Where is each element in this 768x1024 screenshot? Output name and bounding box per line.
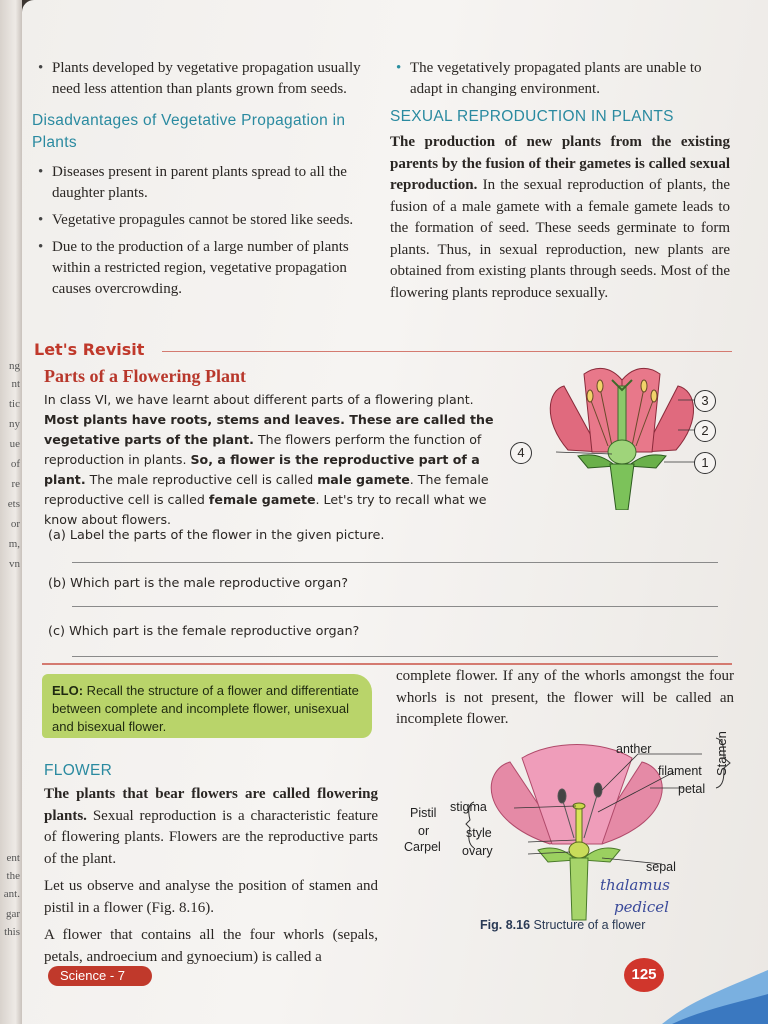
bold-text: male gamete [317,472,410,487]
margin-fragment: of [10,458,20,470]
margin-fragment: tic [9,398,20,410]
margin-fragment: the [6,870,20,882]
paragraph-text: Sexual reproduction is a characteristic feature of flowering plants. Flowers are the reproductive parts of the plant. [44,807,378,867]
paragraph-text: . Let's try to recall what we know about flowers. [44,492,487,527]
question-b: (b) Which part is the male reproductive organ? [48,576,349,591]
bold-text: female gamete [208,492,316,507]
list-item: • Vegetative propagules cannot be stored like seeds. [32,210,372,231]
margin-fragment: vn [9,558,20,570]
disadvantages-list [32,162,372,300]
margin-fragment: ng [9,360,20,372]
sexual-reproduction-heading: SEXUAL REPRODUCTION IN PLANTS [390,108,674,125]
answer-line-b[interactable] [72,606,718,607]
flower-paragraph [44,784,378,968]
caption-text: Structure of a flower [530,918,646,932]
label-sepal: sepal [646,860,676,874]
divider [162,351,732,352]
paragraph-text: Let us observe and analyse the position of stamen and pistil in a flower (Fig. 8.16). [44,878,378,916]
label-style: style [466,826,492,840]
disadvantages-heading: Disadvantages of Vegetative Propagation in Plants [32,112,346,151]
sexual-reproduction-paragraph [390,132,730,304]
caption-number: Fig. 8.16 [480,918,531,932]
flower-diagram-small [528,360,718,510]
bullet-disadvantage: • The vegetatively propagated plants are unable to adapt in changing environment. [390,58,730,100]
margin-fragment: gar [5,908,20,920]
bold-text: So, a flower is the reproductive part of a plant. [44,452,480,487]
margin-fragment: this [4,926,20,938]
bold-text: Most plants have roots, stems and leaves. These are called the vegetative parts of the plant. [44,412,494,447]
label-pistil: Pistil [410,806,437,820]
complete-flower-continuation: complete flower. If any of the whorls amongst the four whorls is not present, the flower will be called an incomplete flower. [396,668,734,727]
margin-fragment: m, [8,538,20,550]
label-number-1: 1 [694,452,716,474]
figure-caption [480,918,645,932]
definition-bold: The production of new plants from the existing parents by the fusion of their gametes is called sexual reproduction. [390,134,730,193]
page-number: 125 [624,958,664,992]
lets-revisit-title: Let's Revisit [34,340,145,359]
list-item: • Due to the production of a large number of plants within a restricted region, vegetative propagation causes overcrowding. [32,237,372,300]
paragraph-text: In the sexual reproduction of plants, the fusion of a male gamete with a female gamete leads to the formation of seed. These seeds germinate to form plants. Thus, in sexual reproduction, new plants are obtained from existing plants through seeds. Most of the flowering plants reproduce sexually. [390,177,730,301]
handwritten-thalamus: thalamus [600,876,670,894]
paragraph-text: In class VI, we have learnt about different parts of a flowering plant. [44,392,474,407]
right-column-top [390,58,730,304]
margin-fragment: ny [9,418,20,430]
textbook-page [22,0,768,1024]
margin-fragment: ets [7,498,20,510]
list-item: • Diseases present in parent plants spread to all the daughter plants. [32,162,372,204]
label-number-4: 4 [510,442,532,464]
margin-fragment: ent [6,852,20,864]
answer-line-c[interactable] [72,656,718,657]
margin-fragment: ue [9,438,20,450]
book-name-badge: Science - 7 [48,966,152,986]
question-c: (c) Which part is the female reproductive organ? [48,624,360,639]
label-number-2: 2 [694,420,716,442]
flower-heading: FLOWER [44,762,113,779]
parts-of-flower-title: Parts of a Flowering Plant [44,366,246,386]
paragraph-text: A flower that contains all the four whorls (sepals, petals, androecium and gynoecium) is called a [44,927,378,965]
elo-text: Recall the structure of a flower and differentiate between complete and incomplete flower, unisexual and bisexual flower. [52,683,359,734]
label-ovary: ovary [462,844,493,858]
margin-fragment: or [10,518,20,530]
label-number-3: 3 [694,390,716,412]
elo-box [42,674,372,738]
label-anther: anther [616,742,652,756]
label-carpel: Carpel [404,840,441,854]
label-or: or [418,824,430,838]
decorative-wave [662,960,768,1024]
paragraph-text: . The female reproductive cell is called [44,472,489,507]
label-petal: petal [678,782,706,796]
paragraph-text: The flowers perform the function of reproduction in plants. [44,432,482,467]
margin-fragment: re [11,478,20,490]
elo-label: ELO: [52,683,84,698]
paragraph-text: The male reproductive cell is called [85,472,318,487]
margin-fragment: nt [11,378,20,390]
margin-fragment: ant. [3,888,20,900]
label-filament: filament [658,764,702,778]
revisit-paragraph [44,390,494,530]
answer-line-a[interactable] [72,562,718,563]
section-divider [42,663,732,665]
left-column-top [32,58,372,306]
bold-text: The plants that bear flowers are called flowering plants. [44,786,378,824]
bullet-advantage: • Plants developed by vegetative propagation usually need less attention than plants grown from seeds. [32,58,372,100]
label-stigma: stigma [450,800,487,814]
question-a: (a) Label the parts of the flower in the given picture. [48,528,385,543]
handwritten-pedicel: pedicel [614,898,669,916]
adjacent-page-edge [0,0,22,1024]
label-stamen: Stamen [714,731,729,776]
